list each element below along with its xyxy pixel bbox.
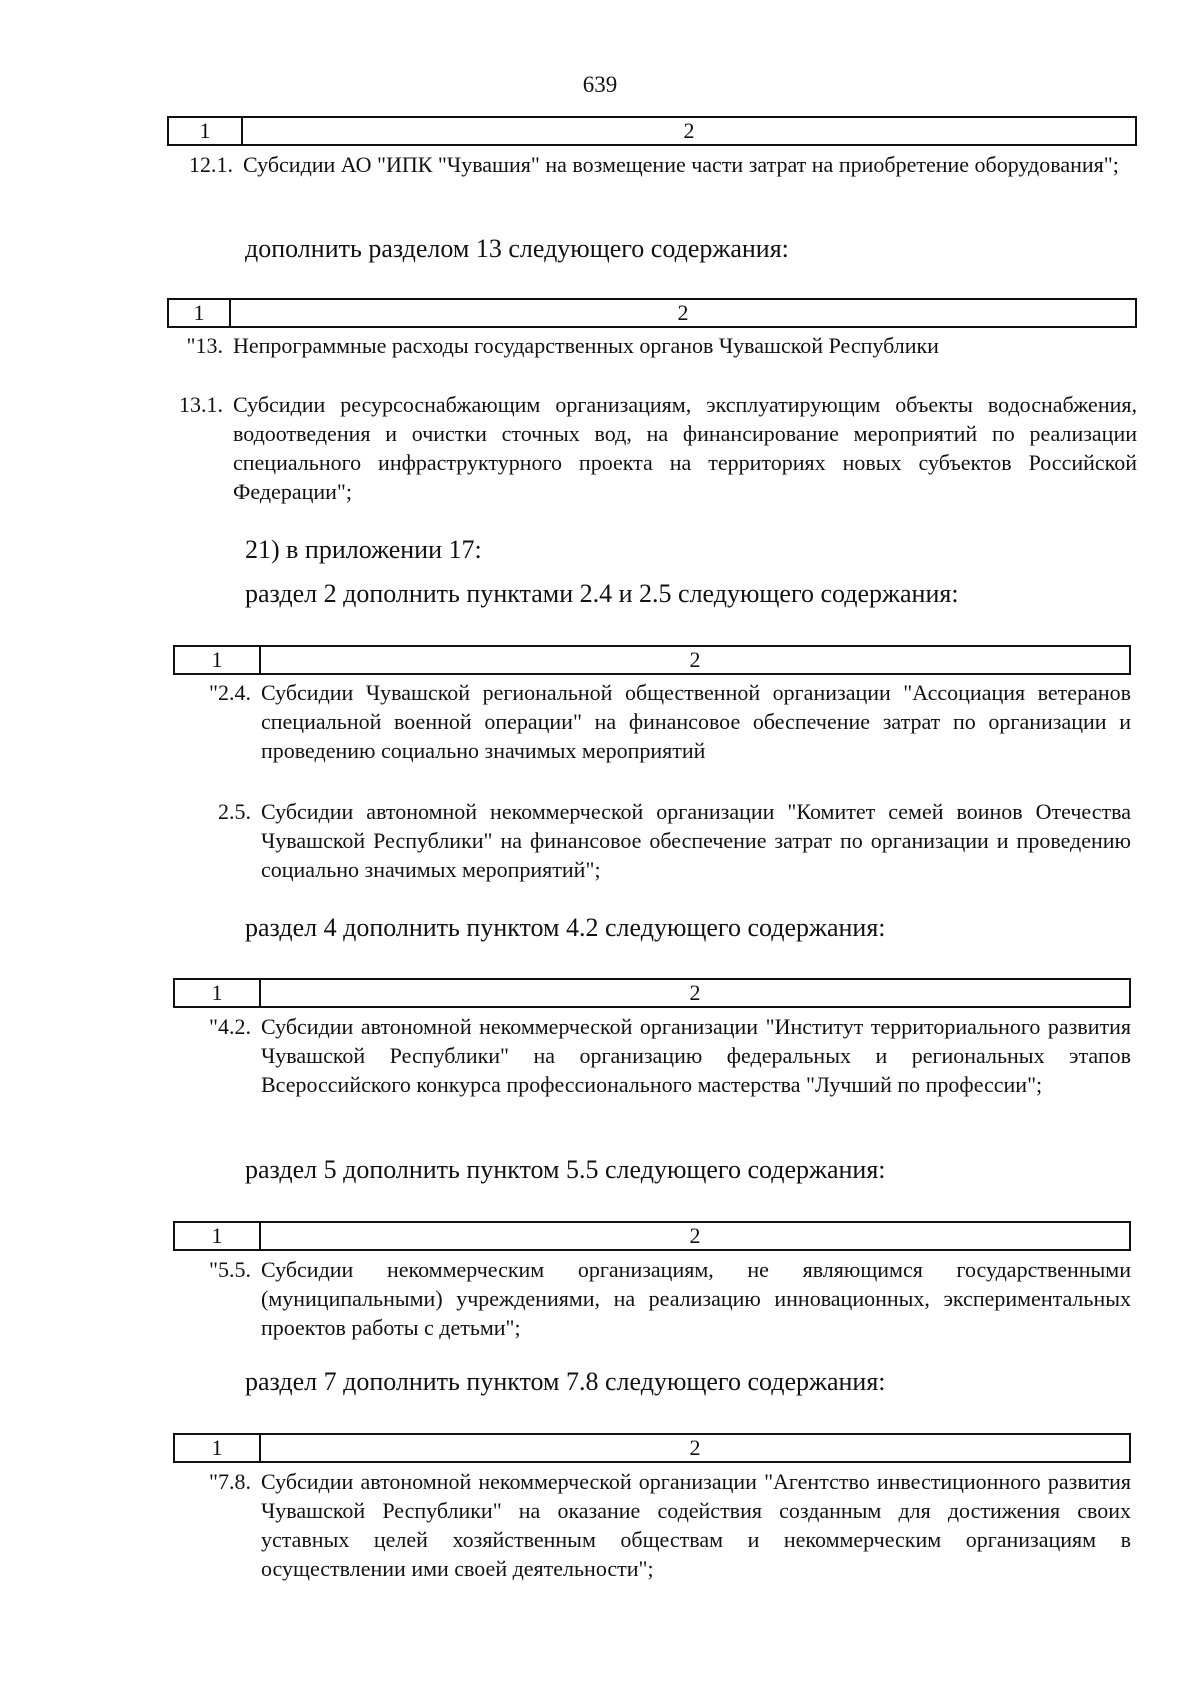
- row-text: Субсидии Чувашской региональной общественной организации "Ассоциация ветеранов специальной военной операции" на финансовое обеспечение затрат по организации и проведению социально значимых мероприятий: [261, 680, 1131, 763]
- table-row: [167, 390, 1137, 506]
- instruction-text: раздел 7 дополнить пунктом 7.8 следующего содержания:: [245, 1367, 886, 1396]
- row-text: Субсидии автономной некоммерческой организации "Агентство инвестиционного развития Чувашской Республики" на оказание содействия созданным для достижения своих уставных целей хозяйственным обществам и некоммерческим организациям в осуществлении ими своей деятельности";: [261, 1469, 1131, 1581]
- row-text: Непрограммные расходы государственных органов Чувашской Республики: [233, 333, 939, 358]
- table-header: [173, 645, 1131, 675]
- table-header-col1: 1: [175, 1435, 261, 1461]
- table-header-col2: 2: [689, 1435, 701, 1460]
- table-header-col1: 1: [169, 118, 243, 144]
- row-text: Субсидии ресурсоснабжающим организациям, эксплуатирующим объекты водоснабжения, водоотведения и очистки сточных вод, на финансирование мероприятий по реализации специального инфраструктурного проекта на территориях новых субъектов Российской Федерации";: [233, 392, 1137, 504]
- instruction-text: раздел 5 дополнить пунктом 5.5 следующего содержания:: [245, 1155, 886, 1184]
- row-number: "5.5.: [209, 1257, 251, 1282]
- instruction-text: раздел 2 дополнить пунктами 2.4 и 2.5 следующего содержания:: [245, 579, 959, 608]
- row-number: 2.5.: [218, 799, 251, 824]
- table-header-col2: 2: [689, 1223, 701, 1248]
- table-row: [173, 1012, 1131, 1099]
- instruction-text: дополнить разделом 13 следующего содержания:: [245, 234, 789, 263]
- table-header-col1: 1: [175, 980, 261, 1006]
- row-number: 12.1.: [189, 152, 233, 177]
- page-number: 639: [582, 72, 618, 97]
- row-text: Субсидии автономной некоммерческой организации "Институт территориального развития Чувашской Республики" на организацию федеральных и региональных этапов Всероссийского конкурса профессионального мастерства "Лучший по профессии";: [261, 1014, 1131, 1097]
- table-header-col2: 2: [683, 118, 695, 143]
- table-row: [173, 678, 1131, 765]
- table-row: [173, 1255, 1131, 1342]
- table-header: [173, 1221, 1131, 1251]
- table-row: [173, 1467, 1131, 1583]
- table-header: [167, 298, 1137, 328]
- table-header: [167, 116, 1137, 146]
- table-header-col1: 1: [175, 1223, 261, 1249]
- table-header-col1: 1: [175, 647, 261, 673]
- row-number: 13.1.: [179, 392, 223, 417]
- row-number: "4.2.: [209, 1014, 251, 1039]
- instruction-text: 21) в приложении 17:: [245, 535, 482, 564]
- row-number: "13.: [186, 333, 223, 358]
- instruction-text: раздел 4 дополнить пунктом 4.2 следующего содержания:: [245, 913, 886, 942]
- row-text: Субсидии автономной некоммерческой организации "Комитет семей воинов Отечества Чувашской Республики" на финансовое обеспечение затрат по организации и проведению социально значимых мероприятий";: [261, 799, 1131, 882]
- table-row: [167, 150, 1137, 179]
- table-header-col2: 2: [689, 647, 701, 672]
- table-row: [173, 797, 1131, 884]
- table-header-col1: 1: [169, 300, 231, 326]
- table-row: [167, 331, 1137, 360]
- row-text: Субсидии АО "ИПК "Чувашия" на возмещение части затрат на приобретение оборудования";: [243, 152, 1119, 177]
- row-number: "2.4.: [209, 680, 251, 705]
- table-header-col2: 2: [689, 980, 701, 1005]
- table-header: [173, 1433, 1131, 1463]
- row-text: Субсидии некоммерческим организациям, не являющимся государственными (муниципальными) учреждениями, на реализацию инновационных, экспериментальных проектов работы с детьми";: [261, 1257, 1131, 1340]
- row-number: "7.8.: [209, 1469, 251, 1494]
- table-header: [173, 978, 1131, 1008]
- table-header-col2: 2: [677, 300, 689, 325]
